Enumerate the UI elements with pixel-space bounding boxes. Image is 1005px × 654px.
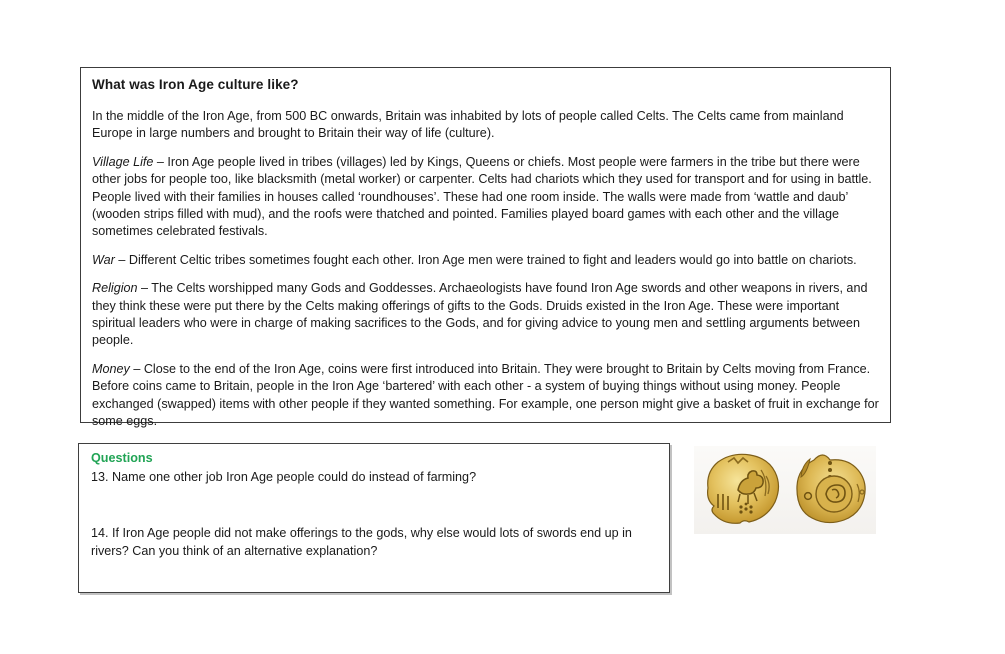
coin-left xyxy=(708,454,779,523)
paragraph-text: – Close to the end of the Iron Age, coins were first introduced into Britain. They were brought to Britain by Celts moving from France. Before coins came to Britain, people in the Iron Age ‘bartered’ with each other - a system of buying things without using money. People exchanged (swapped) items with other people if they wanted something. For example, one person might give a basket of fruit in exchange for some eggs. xyxy=(92,361,879,429)
paragraph-war xyxy=(92,252,879,269)
article-title: What was Iron Age culture like? xyxy=(92,77,299,92)
paragraph-text: In the middle of the Iron Age, from 500 BC onwards, Britain was inhabited by lots of people called Celts. The Celts came from mainland Europe in large numbers and brought to Britain their way of life (culture). xyxy=(92,109,844,141)
questions-heading: Questions xyxy=(91,451,153,465)
paragraph-lead: War xyxy=(92,252,119,267)
paragraph-village-life xyxy=(92,154,879,241)
paragraph-lead: Religion xyxy=(92,281,142,296)
questions-box xyxy=(78,443,670,593)
coin-right xyxy=(797,455,865,523)
question-13: 13. Name one other job Iron Age people could do instead of farming? xyxy=(91,470,477,484)
paragraph-intro xyxy=(92,108,879,143)
paragraph-lead: Money xyxy=(92,361,134,376)
gold-coins-image xyxy=(694,446,876,534)
article-box xyxy=(80,67,891,429)
question-14: 14. If Iron Age people did not make offerings to the gods, why else would lots of swords end up in rivers? Can you think of an alternative explanation? xyxy=(91,526,632,558)
paragraph-text: – The Celts worshipped many Gods and Goddesses. Archaeologists have found Iron Age swords and other weapons in rivers, and they think these were put there by the Celts making offerings of gifts to the Gods. Druids existed in the Iron Age. These were important spiritual leaders who were in charge of making sacrifices to the Gods, and for giving advice to young men and settling arguments between people. xyxy=(92,281,868,348)
coins-illustration xyxy=(694,446,876,534)
paragraph-religion xyxy=(92,280,879,350)
paragraph-lead: Village Life xyxy=(92,154,157,169)
paragraph-money xyxy=(92,361,879,431)
paragraph-text: – Iron Age people lived in tribes (villages) led by Kings, Queens or chiefs. Most people were farmers in the tribe but there were other jobs for people too, like blacksmith (metal worker) or carpenter. Celts had chariots which they used for transport and for using in battle. People lived with their families in houses called ‘roundhouses’. These had one room inside. The walls were made from ‘wattle and daub’ (wooden strips filled with mud), and the roofs were thatched and pointed. Families played board games with each other and the village sometimes celebrated festivals. xyxy=(92,154,872,239)
paragraph-text: – Different Celtic tribes sometimes fought each other. Iron Age men were trained to fight and leaders would go into battle on chariots. xyxy=(118,252,857,267)
